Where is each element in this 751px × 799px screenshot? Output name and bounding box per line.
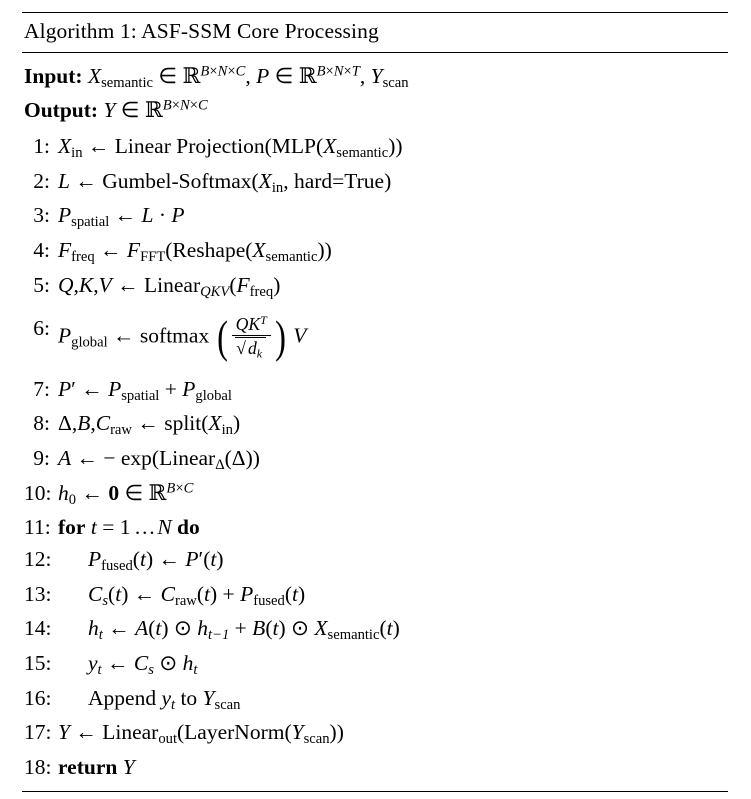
step-number: 16: (24, 685, 52, 710)
step-content: $P_{global}$ ← softmax ( $\frac{QK^T}{√ d_k}$ ) V (58, 311, 307, 362)
algorithm-step (24, 304, 726, 373)
algorithm-step (24, 373, 726, 408)
algorithm-step (24, 408, 726, 443)
step-number: 13: (24, 581, 52, 606)
step-number: 2: (33, 168, 50, 193)
algorithm-block (22, 12, 728, 792)
input-expression: $X_{semantic}$ ∈ ℝ$^{B\times N\times C}$, P ∈ ℝ$^{B\times N\times T}$, $Y_{scan}$ (87, 63, 409, 92)
step-number: 14: (24, 616, 52, 641)
step-number: 9: (33, 445, 50, 470)
algorithm-step (24, 165, 726, 200)
keyword-for: for (58, 515, 86, 540)
step-content: Q,K,V ← $Linear_{QKV}(F_{freq})$ (58, 272, 281, 300)
algorithm-step (24, 477, 726, 512)
step-content: return Y (58, 755, 135, 780)
step-content: $y_t$ ← $C_s$ ⊙ $h_t$ (88, 651, 198, 679)
step-number: 17: (24, 720, 52, 745)
algorithm-caption: Algorithm 1: ASF-SSM Core Processing (24, 19, 379, 43)
step-content: $\Delta,B,C_{raw}$ ← $split(X_{in})$ (58, 411, 241, 439)
algorithm-step (24, 200, 726, 235)
step-number: 1: (33, 133, 50, 158)
input-label: Input: (24, 64, 83, 88)
step-number: 10: (24, 480, 52, 505)
step-content: $P_{fused}(t)$ ← P′(t) (88, 547, 224, 575)
algorithm-step (24, 682, 726, 717)
step-number: 15: (24, 651, 52, 676)
algorithm-step (24, 717, 726, 752)
output-label: Output: (24, 97, 99, 122)
algorithm-step (24, 512, 726, 544)
step-content: Append $y_t$ to $Y_{scan}$ (88, 685, 241, 713)
step-number: 11: (24, 515, 51, 540)
algorithm-body (22, 53, 728, 791)
algorithm-step (24, 752, 726, 784)
algorithm-step (24, 130, 726, 165)
step-number: 3: (33, 203, 50, 228)
algorithm-step (24, 648, 726, 683)
step-number: 18: (24, 755, 52, 780)
step-content: $X_{in}$ ← Linear $Projection(MLP(X_{semantic}))$ (58, 133, 403, 161)
output-line (24, 95, 726, 127)
algorithm-step (24, 442, 726, 477)
step-number: 12: (24, 547, 52, 572)
step-content: A ← − exp(Linear$_\Delta$(Δ)) (58, 445, 260, 474)
step-content: L ← Gumbel-$Softmax(X_{in}$, hard=True) (58, 168, 392, 196)
step-content: $P_{spatial}$ ← L · P (58, 203, 185, 231)
algorithm-steps (24, 130, 726, 783)
keyword-return: return (58, 755, 118, 780)
algorithm-step (24, 578, 726, 613)
algorithm-step (24, 613, 726, 648)
step-number: 6: (33, 315, 50, 340)
algorithm-step (24, 234, 726, 269)
step-content: $h_0$ ← 0 ∈ ℝ$^{B\times C}$ (58, 480, 194, 508)
algorithm-step (24, 544, 726, 579)
step-number: 4: (33, 237, 50, 262)
input-line (24, 61, 726, 94)
bottom-rule (22, 791, 728, 792)
step-content: P′ ← $P_{spatial} + P_{global}$ (58, 376, 232, 404)
algorithm-step (24, 269, 726, 304)
output-expression: Y ∈ ℝ$^{B\times N\times C}$ (103, 97, 208, 123)
keyword-do: do (177, 515, 200, 540)
step-number: 7: (33, 376, 50, 401)
step-content: $C_s(t)$ ← $C_{raw}(t) + P_{fused}(t)$ (88, 581, 306, 609)
step-content: Y ← $Linear_{out}(LayerNorm(Y_{scan}))$ (58, 720, 344, 748)
step-number: 5: (33, 272, 50, 297)
step-content: $F_{freq}$ ← $F_{FFT}(Reshape(X_{semantic}))$ (58, 237, 332, 265)
step-content: $h_t$ ← A(t) ⊙ $h_{t-1} + B(t)$ ⊙ $X_{semantic}(t)$ (88, 616, 400, 644)
step-number: 8: (33, 411, 50, 436)
step-content: for t = 1 … N do (58, 515, 200, 540)
